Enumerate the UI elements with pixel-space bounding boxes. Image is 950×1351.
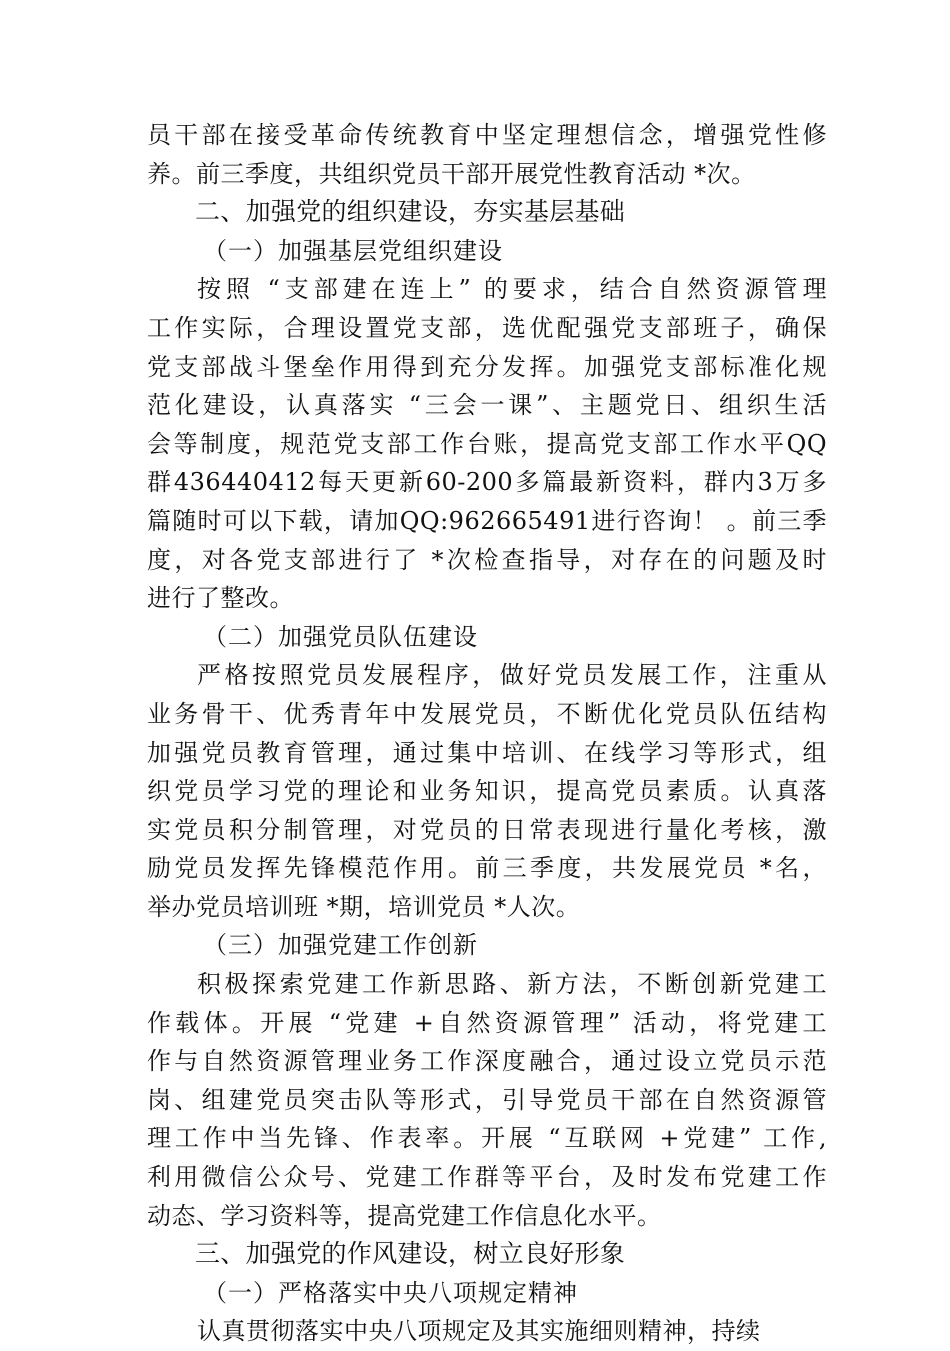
text-line: 实党员积分制管理，对党员的日常表现进行量化考核，激 <box>147 815 827 844</box>
text-line: 员干部在接受革命传统教育中坚定理想信念，增强党性修 <box>147 121 827 149</box>
text-line: 按照 “支部建在连上” 的要求，结合自然资源管理 <box>197 275 827 304</box>
text-line: 积极探索党建工作新思路、新方法，不断创新党建工 <box>197 970 827 999</box>
text-line: 加强党员教育管理，通过集中培训、在线学习等形式，组 <box>147 738 827 767</box>
document-page <box>147 116 827 1351</box>
text-line: 业务骨干、优秀青年中发展党员，不断优化党员队伍结构 <box>147 699 827 728</box>
text-line: 利用微信公众号、党建工作群等平台，及时发布党建工作 <box>147 1163 827 1192</box>
text-line: 范化建设，认真落实 “三会一课”、主题党日、组织生活 <box>147 391 827 420</box>
text-line: 进行了整改。 <box>147 584 294 613</box>
text-line: 织党员学习党的理论和业务知识，提高党员素质。认真落 <box>147 777 827 806</box>
text-line: 举办党员培训班 *期，培训党员 *人次。 <box>147 892 581 921</box>
text-line: 作与自然资源管理业务工作深度融合，通过设立党员示范 <box>147 1047 827 1076</box>
section-heading: 三、加强党的作风建设，树立良好形象 <box>195 1239 626 1269</box>
text-line: 理工作中当先锋、作表率。开展 “互联网 +党建” 工作, <box>147 1124 827 1153</box>
text-line: 工作实际，合理设置党支部，选优配强党支部班子，确保 <box>147 313 827 342</box>
section-heading: 二、加强党的组织建设，夯实基层基础 <box>195 197 626 227</box>
text-line: 严格按照党员发展程序，做好党员发展工作，注重从 <box>197 661 827 690</box>
text-line: 党支部战斗堡垒作用得到充分发挥。加强党支部标准化规 <box>147 352 827 381</box>
text-line: 动态、学习资料等，提高党建工作信息化水平。 <box>147 1201 662 1230</box>
text-line: 岗、组建党员突击队等形式，引导党员干部在自然资源管 <box>147 1085 827 1114</box>
text-line: 度，对各党支部进行了 *次检查指导，对存在的问题及时 <box>147 545 827 574</box>
text-line: 认真贯彻落实中央八项规定及其实施细则精神，持续 <box>197 1317 761 1346</box>
subsection-heading: （一）严格落实中央八项规定精神 <box>203 1278 578 1307</box>
text-line: 群436440412每天更新60-200多篇最新资料，群内3万多 <box>147 468 827 497</box>
text-line: 作载体。开展 “党建 +自然资源管理” 活动，将党建工 <box>147 1008 827 1037</box>
text-line: 养。前三季度，共组织党员干部开展党性教育活动 *次。 <box>147 159 756 188</box>
text-line: 篇随时可以下载，请加QQ:962665491进行咨询！ 。前三季 <box>147 506 827 535</box>
subsection-heading: （二）加强党员队伍建设 <box>203 622 478 651</box>
subsection-heading: （一）加强基层党组织建设 <box>203 236 503 265</box>
text-line: 会等制度，规范党支部工作台账，提高党支部工作水平QQ <box>147 429 827 458</box>
text-line: 励党员发挥先锋模范作用。前三季度，共发展党员 *名， <box>147 854 827 883</box>
subsection-heading: （三）加强党建工作创新 <box>203 931 478 960</box>
